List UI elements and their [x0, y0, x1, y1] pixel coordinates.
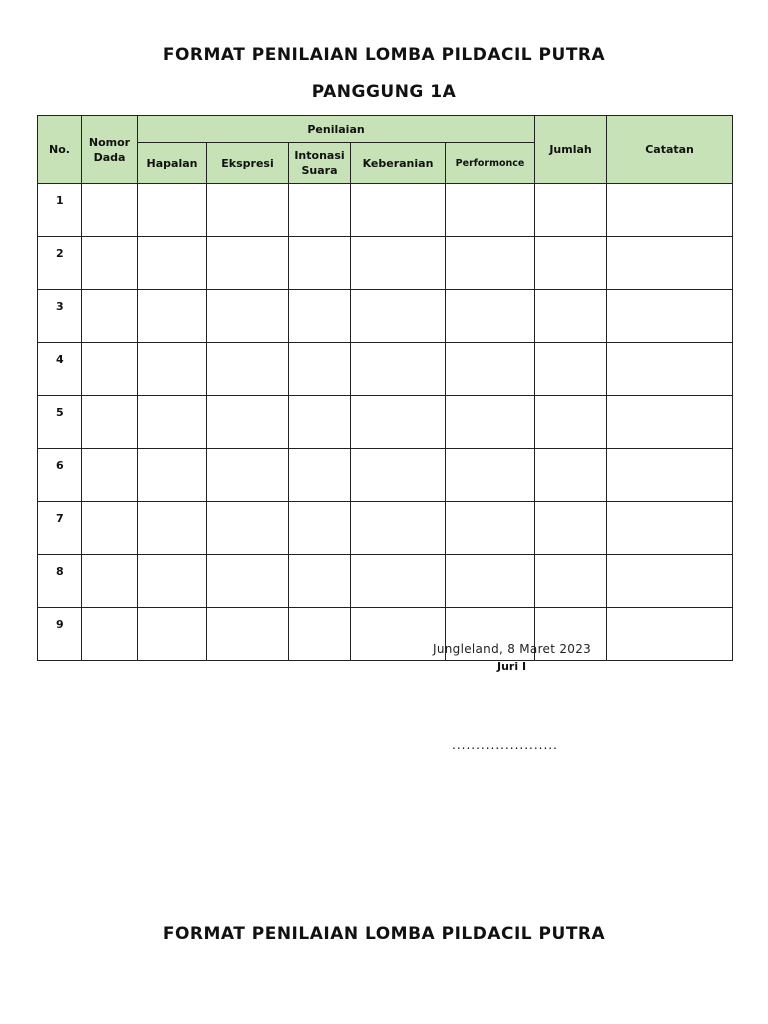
- header-catatan: Catatan: [607, 116, 733, 184]
- score-cell[interactable]: [607, 184, 733, 237]
- score-cell[interactable]: [289, 237, 351, 290]
- header-performonce: Performonce: [446, 143, 535, 184]
- score-cell[interactable]: [607, 290, 733, 343]
- score-cell[interactable]: [82, 237, 138, 290]
- score-cell[interactable]: [207, 343, 289, 396]
- score-cell[interactable]: [138, 449, 207, 502]
- score-cell[interactable]: [138, 237, 207, 290]
- score-cell[interactable]: [82, 184, 138, 237]
- score-cell[interactable]: [351, 290, 446, 343]
- row-number: 7: [38, 502, 82, 555]
- row-number: 2: [38, 237, 82, 290]
- score-cell[interactable]: [82, 396, 138, 449]
- header-penilaian: Penilaian: [138, 116, 535, 143]
- score-cell[interactable]: [351, 396, 446, 449]
- score-cell[interactable]: [351, 184, 446, 237]
- score-cell[interactable]: [607, 343, 733, 396]
- score-cell[interactable]: [607, 608, 733, 661]
- header-nomor-dada: Nomor Dada: [82, 116, 138, 184]
- header-no: No.: [38, 116, 82, 184]
- table-row: [38, 343, 733, 396]
- score-cell[interactable]: [138, 290, 207, 343]
- score-cell[interactable]: [82, 449, 138, 502]
- score-cell[interactable]: [351, 608, 446, 661]
- stage-title: PANGGUNG 1A: [311, 82, 457, 102]
- header-keberanian: Keberanian: [351, 143, 446, 184]
- score-cell[interactable]: [207, 396, 289, 449]
- row-number: 4: [38, 343, 82, 396]
- score-cell[interactable]: [289, 555, 351, 608]
- score-cell[interactable]: [82, 608, 138, 661]
- signature-place-date: Jungleland, 8 Maret 2023: [433, 642, 592, 656]
- score-cell[interactable]: [446, 290, 535, 343]
- score-cell[interactable]: [607, 502, 733, 555]
- signature-line: ......................: [452, 738, 558, 752]
- score-cell[interactable]: [82, 555, 138, 608]
- score-cell[interactable]: [207, 237, 289, 290]
- table-row: [38, 237, 733, 290]
- score-cell[interactable]: [535, 555, 607, 608]
- score-cell[interactable]: [535, 290, 607, 343]
- table-row: [38, 290, 733, 343]
- score-cell[interactable]: [289, 184, 351, 237]
- score-cell[interactable]: [535, 184, 607, 237]
- score-cell[interactable]: [446, 502, 535, 555]
- table-row: [38, 555, 733, 608]
- score-cell[interactable]: [207, 608, 289, 661]
- score-cell[interactable]: [607, 449, 733, 502]
- next-page-title: FORMAT PENILAIAN LOMBA PILDACIL PUTRA: [162, 924, 606, 944]
- score-cell[interactable]: [138, 555, 207, 608]
- score-cell[interactable]: [446, 449, 535, 502]
- header-ekspresi: Ekspresi: [207, 143, 289, 184]
- row-number: 9: [38, 608, 82, 661]
- score-cell[interactable]: [138, 343, 207, 396]
- score-cell[interactable]: [351, 343, 446, 396]
- score-cell[interactable]: [446, 555, 535, 608]
- score-cell[interactable]: [351, 237, 446, 290]
- score-cell[interactable]: [289, 608, 351, 661]
- header-jumlah: Jumlah: [535, 116, 607, 184]
- score-cell[interactable]: [82, 290, 138, 343]
- score-cell[interactable]: [207, 555, 289, 608]
- score-cell[interactable]: [446, 184, 535, 237]
- row-number: 6: [38, 449, 82, 502]
- score-cell[interactable]: [207, 184, 289, 237]
- score-cell[interactable]: [289, 502, 351, 555]
- score-cell[interactable]: [207, 449, 289, 502]
- score-cell[interactable]: [207, 502, 289, 555]
- score-cell[interactable]: [138, 502, 207, 555]
- page-title: FORMAT PENILAIAN LOMBA PILDACIL PUTRA: [162, 45, 606, 65]
- header-intonasi-suara: Intonasi Suara: [289, 143, 351, 184]
- score-cell[interactable]: [351, 555, 446, 608]
- score-cell[interactable]: [289, 343, 351, 396]
- row-number: 5: [38, 396, 82, 449]
- table-row: [38, 396, 733, 449]
- score-cell[interactable]: [138, 184, 207, 237]
- table-row: [38, 449, 733, 502]
- row-number: 1: [38, 184, 82, 237]
- score-cell[interactable]: [535, 449, 607, 502]
- table-row: [38, 184, 733, 237]
- score-cell[interactable]: [607, 396, 733, 449]
- score-cell[interactable]: [446, 237, 535, 290]
- table-row: [38, 502, 733, 555]
- score-cell[interactable]: [289, 396, 351, 449]
- table-row: [38, 608, 733, 661]
- score-cell[interactable]: [351, 502, 446, 555]
- score-cell[interactable]: [82, 343, 138, 396]
- score-cell[interactable]: [207, 290, 289, 343]
- score-cell[interactable]: [607, 237, 733, 290]
- table-body: [38, 184, 733, 661]
- score-cell[interactable]: [138, 396, 207, 449]
- score-cell[interactable]: [535, 343, 607, 396]
- score-cell[interactable]: [535, 502, 607, 555]
- signature-role: Juri I: [497, 660, 527, 673]
- score-cell[interactable]: [446, 343, 535, 396]
- header-hapalan: Hapalan: [138, 143, 207, 184]
- score-cell[interactable]: [535, 237, 607, 290]
- score-cell[interactable]: [82, 502, 138, 555]
- score-table: [37, 115, 733, 661]
- score-cell[interactable]: [351, 449, 446, 502]
- score-cell[interactable]: [535, 396, 607, 449]
- row-number: 3: [38, 290, 82, 343]
- score-cell[interactable]: [289, 449, 351, 502]
- score-cell[interactable]: [607, 555, 733, 608]
- score-cell[interactable]: [138, 608, 207, 661]
- score-cell[interactable]: [289, 290, 351, 343]
- row-number: 8: [38, 555, 82, 608]
- score-cell[interactable]: [446, 396, 535, 449]
